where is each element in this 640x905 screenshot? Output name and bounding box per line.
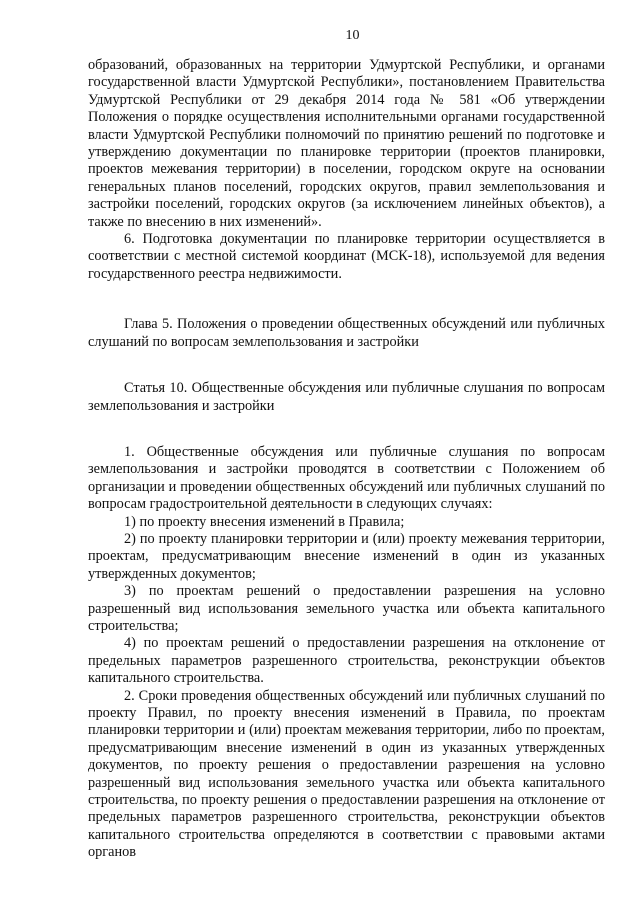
list-item-3: 3) по проектам решений о предоставлении разрешения на условно разрешенный вид использования земельного участка или объекта капитального строительства;	[88, 583, 605, 634]
chapter-heading: Глава 5. Положения о проведении общественных обсуждений или публичных слушаний по вопросам землепользования и застройки	[88, 316, 605, 350]
paragraph-article-1: 1. Общественные обсуждения или публичные слушания по вопросам землепользования и застройки проводятся в соответствии с Положением об организации и проведении общественных обсуждений или публичных слушаний по вопросам градостроительной деятельности в следующих случаях:	[88, 443, 605, 513]
paragraph-continuation: образований, образованных на территории Удмуртской Республики, и органами государственной власти Удмуртской Республики», постановлением Правительства Удмуртской Республики от 29 декабря 2014 года № 581 «Об утверждении Положения о порядке осуществления исполнительными органами государственной власти Удмуртской Республики полномочий по принятию решений по подготовке и утверждению документации по планировке территории (проектов планировки, проектов межевания территории) в поселении, городском округе на основании генеральных планов поселений, городских округов, правил землепользования и застройки поселений, городских округов (за исключением линейных объектов), а также по внесению в них изменений».	[88, 57, 605, 230]
page-number: 10	[345, 28, 360, 43]
list-item-1: 1) по проекту внесения изменений в Правила;	[124, 513, 405, 530]
paragraph-6: 6. Подготовка документации по планировке территории осуществляется в соответствии с местной системой координат (МСК-18), используемой для ведения государственного реестра недвижимости.	[88, 231, 605, 282]
article-heading: Статья 10. Общественные обсуждения или публичные слушания по вопросам землепользования и застройки	[88, 380, 605, 414]
paragraph-article-2: 2. Сроки проведения общественных обсуждений или публичных слушаний по проекту Правил, по проекту внесения изменений в Правила, по проектам планировки территории и (или) проектам межевания территории, либо по проектам, предусматривающим внесение изменений в один из указанных утвержденных документов, по проекту решения о предоставлении разрешения на условно разрешенный вид использования земельного участка или объекта капитального строительства, по проекту решения о предоставлении разрешения на отклонение от предельных параметров разрешенного строительства, реконструкции объектов капитального строительства определяются в соответствии с правовыми актами органов	[88, 687, 605, 861]
list-item-2: 2) по проекту планировки территории и (или) проекту межевания территории, проектам, предусматривающим внесение изменений в один из указанных утвержденных документов;	[88, 530, 605, 582]
list-item-4: 4) по проектам решений о предоставлении разрешения на отклонение от предельных параметров разрешенного строительства, реконструкции объектов капитального строительства.	[88, 635, 605, 687]
